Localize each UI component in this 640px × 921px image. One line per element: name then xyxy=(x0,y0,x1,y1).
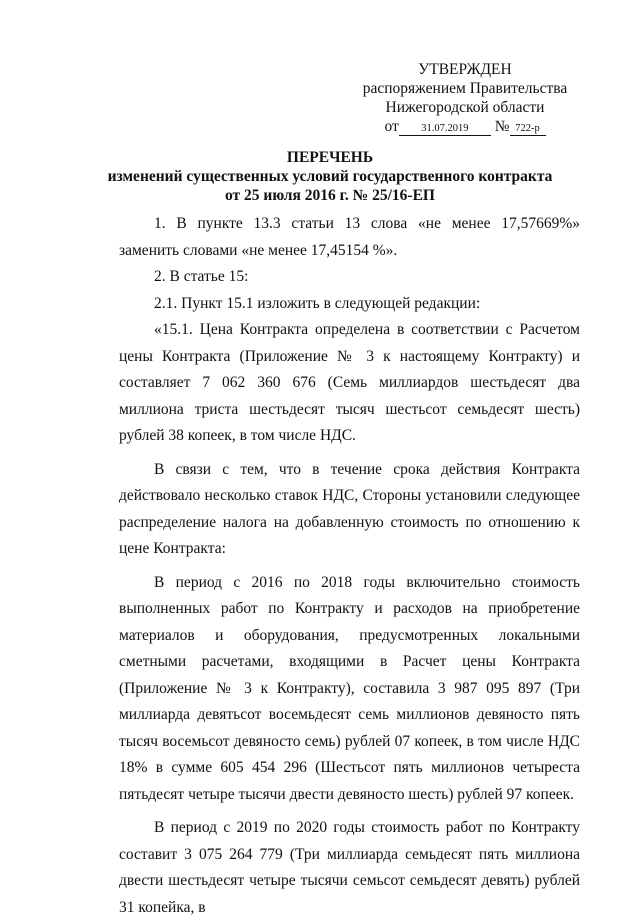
approval-issuer: распоряжением Правительства xyxy=(362,80,568,97)
approval-number-prefix: № xyxy=(494,118,510,135)
title-contract-ref: от 25 июля 2016 г. № 25/16-ЕП xyxy=(225,187,435,204)
paragraph-item-2: 2. В статье 15: xyxy=(154,268,249,285)
title-heading: ПЕРЕЧЕНЬ xyxy=(286,149,374,166)
approval-region: Нижегородской области xyxy=(385,99,545,116)
paragraph-period-2019-2020: В период с 2019 по 2020 годы стоимость работ по Контракту составит 3 075 264 779 (Три миллиарда семьдесят пять миллиона двести шестьдесят четыре тысячи семьсот семьдесят девять) рублей 31 копейка, в xyxy=(119,819,580,916)
approval-date: 31.07.2019 xyxy=(399,122,491,136)
paragraph-clause-15-1: «15.1. Цена Контракта определена в соответствии с Расчетом цены Контракта (Приложение № 3 к настоящему Контракту) и составляет 7 062 360 676 (Семь миллиардов шестьдесят два миллиона триста шестьдесят тысяч шестьсот семьдесят шесть) рублей 38 копеек, в том числе НДС. xyxy=(119,321,580,444)
paragraph-period-2016-2018: В период с 2016 по 2018 годы включительно стоимость выполненных работ по Контракту и расходов на приобретение материалов и оборудования, предусмотренных локальными сметными расчетами, входящими в Расчет цены Контракта (Приложение № 3 к Контракту), составила 3 987 095 897 (Три миллиарда девятьсот восемьдесят семь миллионов девяносто пять тысяч восемьсот девяносто семь) рублей 07 копеек, в том числе НДС 18% в сумме 605 454 296 (Шестьсот пять миллионов четыреста пятьдесят четыре тысячи двести девяносто шесть) рублей 97 копеек. xyxy=(119,573,580,803)
approval-heading: УТВЕРЖДЕН xyxy=(418,61,512,78)
title-subject: изменений существенных условий государственного контракта xyxy=(107,168,553,185)
paragraph-vat-intro: В связи с тем, что в течение срока действия Контракта действовало несколько ставок НДС, Стороны установили следующее распределение налога на добавленную стоимость по отношению к цене Контракта: xyxy=(119,460,580,557)
approval-number: 722-р xyxy=(510,122,546,136)
approval-date-prefix: от xyxy=(384,118,399,135)
document-body xyxy=(119,211,580,921)
approval-stamp xyxy=(340,60,590,136)
paragraph-item-1: 1. В пункте 13.3 статьи 13 слова «не менее 17,57669%» заменить словами «не менее 17,45154 %». xyxy=(119,215,580,259)
paragraph-item-2-1: 2.1. Пункт 15.1 изложить в следующей редакции: xyxy=(154,294,481,312)
approval-date-line xyxy=(340,117,590,136)
document-title xyxy=(70,148,590,205)
